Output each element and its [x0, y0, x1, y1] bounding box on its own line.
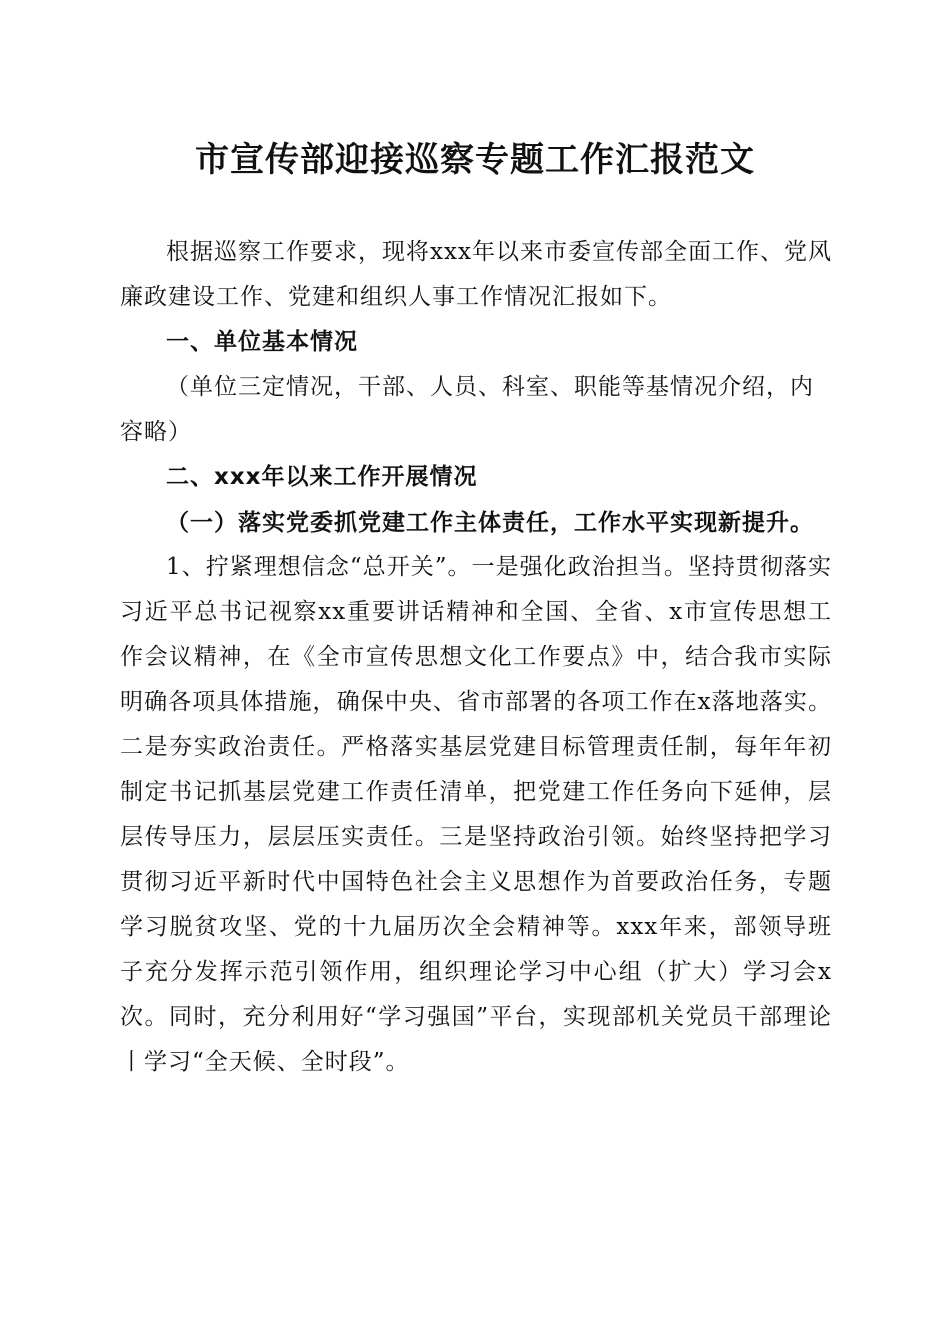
document-body: [120, 230, 832, 1085]
body-paragraph: 1、拧紧理想信念“总开关”。一是强化政治担当。坚持贯彻落实习近平总书记视察xx重要讲话精神和全国、全省、x市宣传思想工作会议精神，在《全市宣传思想文化工作要点》中，结合我市实际明确各项具体措施，确保中央、省市部署的各项工作在x落地落实。二是夯实政治责任。严格落实基层党建目标管理责任制，每年年初制定书记抓基层党建工作责任清单，把党建工作任务向下延伸，层层传导压力，层层压实责任。三是坚持政治引领。始终坚持把学习贯彻习近平新时代中国特色社会主义思想作为首要政治任务，专题学习脱贫攻坚、党的十九届历次全会精神等。xxx年来，部领导班子充分发挥示范引领作用，组织理论学习中心组（扩大）学习会x次。同时，充分利用好“学习强国”平台，实现部机关党员干部理论丨学习“全天候、全时段”。: [120, 554, 832, 1075]
intro-paragraph: 根据巡察工作要求，现将xxx年以来市委宣传部全面工作、党风廉政建设工作、党建和组织人事工作情况汇报如下。: [120, 239, 832, 310]
document-title: 市宣传部迎接巡察专题工作汇报范文: [195, 140, 755, 180]
section-heading-work-progress: 二、xxx年以来工作开展情况: [166, 464, 478, 490]
subsection-heading: （一）落实党委抓党建工作主体责任，工作水平实现新提升。: [166, 509, 814, 536]
section-note: （单位三定情况，干部、人员、科室、职能等基情况介绍，内容略）: [120, 374, 814, 445]
section-heading-basic-info: 一、单位基本情况: [166, 329, 358, 355]
